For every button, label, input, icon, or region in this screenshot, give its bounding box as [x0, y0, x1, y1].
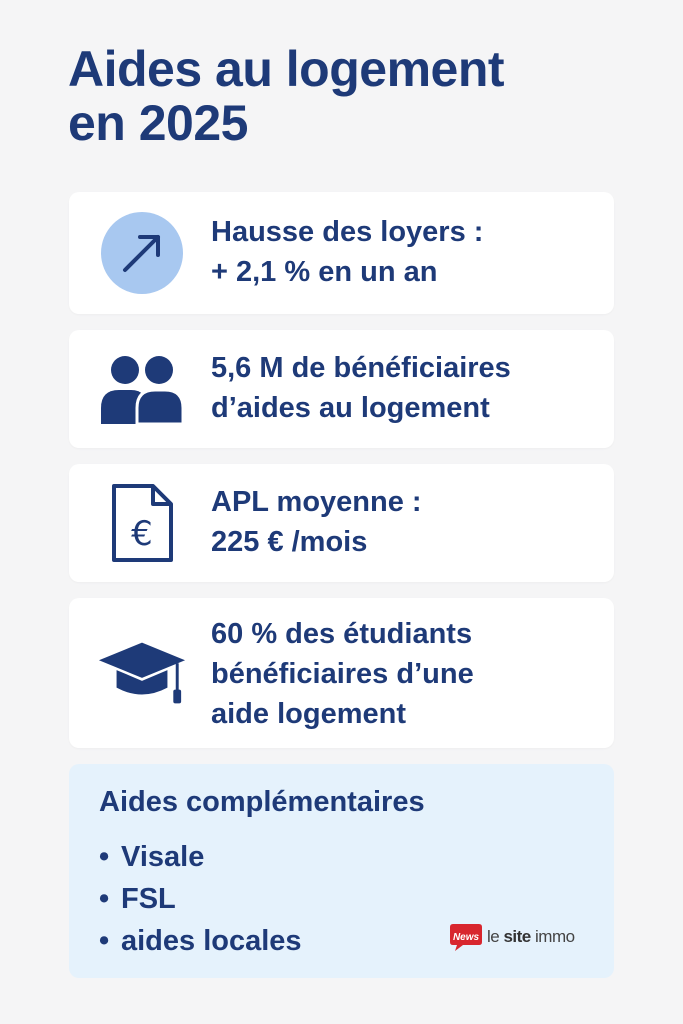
panel-title: Aides complémentaires: [99, 786, 425, 818]
stat-line: 225 € /mois: [211, 526, 368, 558]
list-item: • FSL: [99, 878, 302, 920]
stat-text-students: [211, 614, 594, 734]
brand-name-part3: immo: [535, 927, 575, 946]
stat-line: Hausse des loyers :: [211, 216, 484, 248]
stat-line: d’aides au logement: [211, 392, 490, 424]
brand-name-part2: site: [503, 927, 531, 946]
title-line-1: Aides au logement: [68, 41, 505, 97]
stat-text-rent-increase: [211, 212, 594, 292]
stat-line: APL moyenne :: [211, 486, 422, 518]
brand-logo: [449, 922, 575, 952]
stat-line: 5,6 M de bénéficiaires: [211, 352, 511, 384]
title-line-2: en 2025: [68, 95, 248, 151]
svg-text:€: €: [131, 514, 153, 554]
stat-text-average-apl: [211, 482, 594, 562]
list-item: • Visale: [99, 836, 302, 878]
stat-card-rent-increase: [69, 192, 614, 314]
news-badge-label: News: [452, 931, 480, 943]
users-icon: [97, 344, 187, 434]
stat-line: aide logement: [211, 698, 406, 730]
euro-document-icon: [97, 478, 187, 568]
stat-line: bénéficiaires d’une: [211, 658, 474, 690]
stat-line: + 2,1 % en un an: [211, 256, 438, 288]
graduation-cap-icon: [97, 628, 187, 718]
stat-card-average-apl: [69, 464, 614, 582]
list-item: • aides locales: [99, 920, 302, 962]
brand-name-part1: le: [487, 927, 500, 946]
stat-text-beneficiaries: [211, 348, 594, 428]
trending-up-icon: [97, 208, 187, 298]
brand-name: [487, 927, 575, 947]
stat-card-students: [69, 598, 614, 748]
stat-card-beneficiaries: [69, 330, 614, 448]
stat-line: 60 % des étudiants: [211, 618, 473, 650]
news-badge-icon: [449, 922, 483, 952]
complementary-aids-panel: [69, 764, 614, 978]
complementary-aids-list: [99, 836, 302, 962]
page-title: [68, 42, 628, 150]
